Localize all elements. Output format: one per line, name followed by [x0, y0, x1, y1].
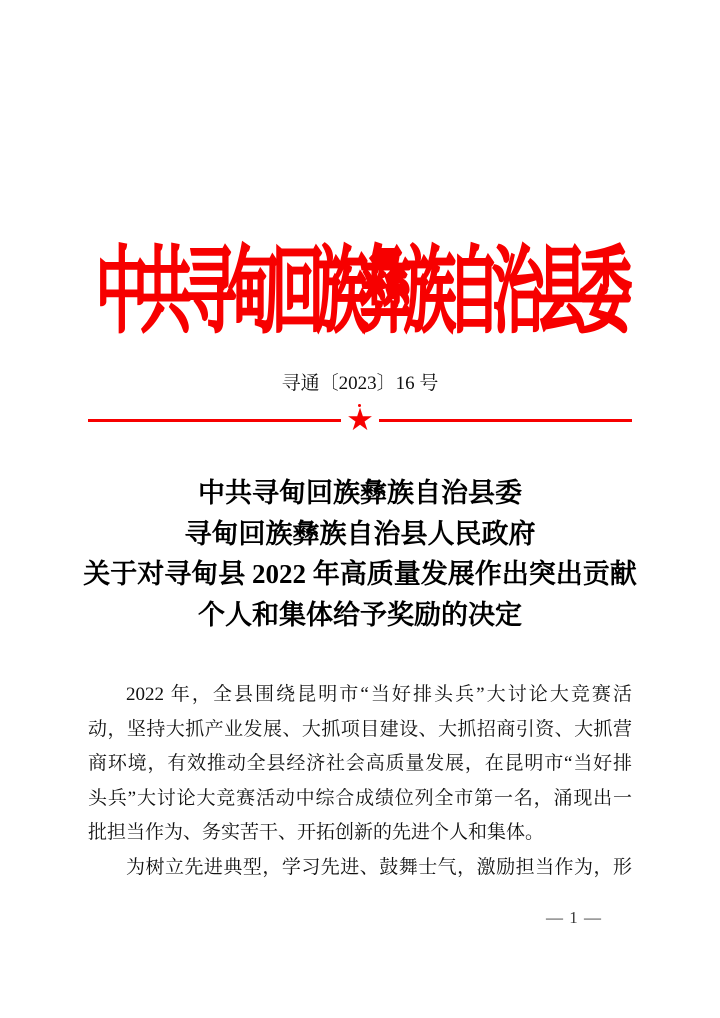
body-line: 动，坚持大抓产业发展、大抓项目建设、大抓招商引资、大抓营	[88, 718, 632, 740]
document-body	[88, 678, 632, 885]
body-line: 2022 年，全县围绕昆明市“当好排头兵”大讨论大竞赛活	[126, 684, 632, 705]
title-line-2: 寻甸回族彝族自治县人民政府	[184, 518, 536, 549]
divider-line-right	[379, 419, 632, 422]
letterhead-divider	[88, 403, 632, 437]
divider-line-left	[88, 419, 341, 422]
document-title	[44, 473, 676, 635]
page-number: — 1 —	[546, 908, 602, 927]
letterhead-org-name: 中共寻甸回族彝族自治县委	[95, 242, 624, 346]
title-line-4: 个人和集体给予奖励的决定	[198, 599, 522, 630]
body-line: 批担当作为、务实苦干、开拓创新的先进个人和集体。	[88, 822, 545, 843]
body-line: 商环境，有效推动全县经济社会高质量发展，在昆明市“当好排	[88, 753, 632, 774]
title-line-3: 关于对寻甸县 2022 年高质量发展作出突出贡献	[83, 559, 637, 590]
doc-number: 寻通〔2023〕16 号	[281, 373, 439, 394]
body-line: 为树立先进典型，学习先进、鼓舞士气，激励担当作为，形	[126, 856, 632, 878]
title-line-1: 中共寻甸回族彝族自治县委	[198, 478, 522, 508]
star-icon: ★	[346, 402, 374, 437]
body-paragraph-1	[88, 678, 632, 851]
body-paragraph-2	[88, 851, 632, 886]
body-line: 头兵”大讨论大竞赛活动中综合成绩位列全市第一名，涌现出一	[88, 787, 632, 809]
